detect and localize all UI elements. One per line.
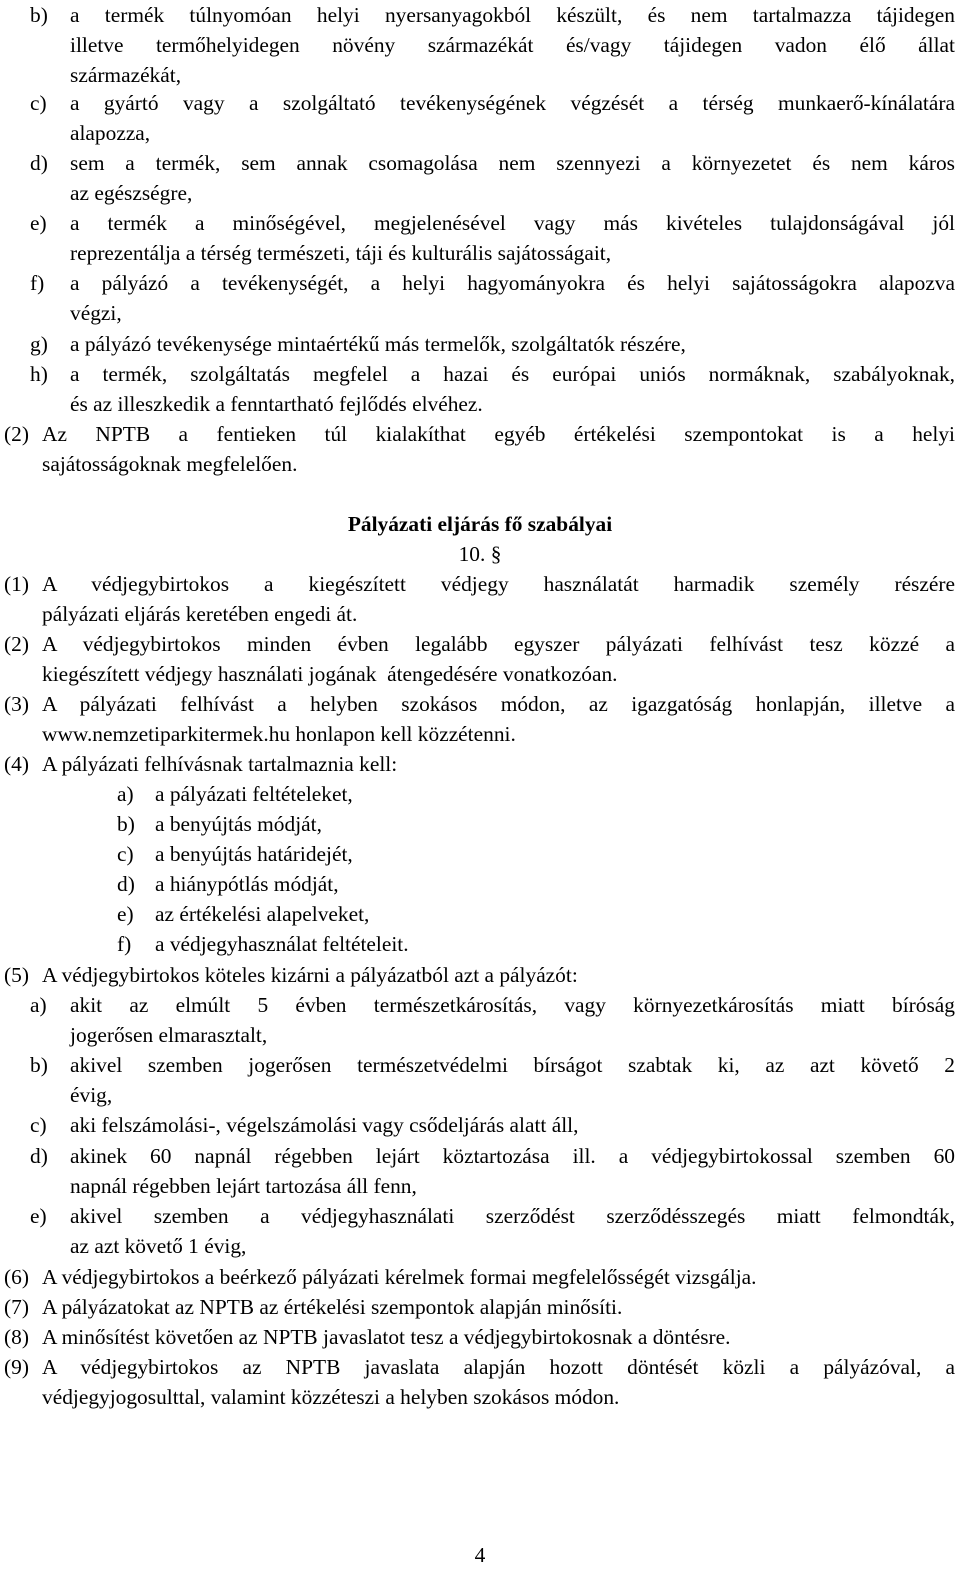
list-marker: g) (30, 332, 48, 356)
list-marker: c) (117, 842, 134, 866)
list-item-text: a termék túlnyomóan helyi nyersanyagokból készült, és nem tartalmazza tájidegen (70, 3, 955, 27)
page-number: 4 (474, 1543, 486, 1567)
list-item-text: a hiánypótlás módját, (155, 872, 339, 896)
paragraph-number: (5) (4, 963, 29, 987)
list-marker: h) (30, 362, 48, 386)
list-marker: c) (30, 1113, 47, 1137)
list-marker: e) (30, 211, 47, 235)
list-marker: a) (30, 993, 47, 1017)
section-number: 10. § (458, 542, 502, 566)
paragraph-number: (2) (4, 632, 29, 656)
list-marker: c) (30, 91, 47, 115)
list-marker: f) (117, 932, 132, 956)
list-item-text: a pályázati feltételeket, (155, 782, 353, 806)
list-item-text: a benyújtás módját, (155, 812, 322, 836)
list-marker: b) (30, 3, 48, 27)
list-marker: a) (117, 782, 134, 806)
document-page: b) a termék túlnyomóan helyi nyersanyagokból készült, és nem tartalmazza tájidegen illetve termőhelyidegen növény származékát és/vagy tájidegen vadon élő állat származékát, c) a gyártó vagy a szolgáltató tevékenységének végzését a térség munkaerő-kínálatára alapozza, d) sem a termék, sem annak csomagolása nem szennyezi a környezetet és nem káros az egészségre, e) a termék a minőségével, megjelenésével vagy más kivételes tulajdonságával jól reprezentálja a térség természeti, táji és kulturális sajátosságait, f) a pályázó a tevékenységét, a helyi hagyományokra és helyi sajátosságokra alapozva végzi, g) a pályázó tevékenysége mintaértékű más termelők, szolgáltatók részére, h) a termék, szolgáltatás megfelel a hazai és európai uniós normáknak, szabályoknak, és az illeszkedik a fenntartható fejlődés elvéhez. (2) Az NPTB a fentieken túl kialakíthat egyéb értékelési szempontokat is a helyi sajátosságoknak megfelelően. Pályázati eljárás fő szabályai 10. § (1) A védjegybirtokos a kiegészített védjegy használatát harmadik személy részére pályázati eljárás keretében engedi át. (2) A védjegybirtokos minden évben legalább egyszer pályázati felhívást tesz közzé a kiegészített védjegy használati jogának átengedésére vonatkozóan. (3) A pályázati felhívást a helyben szokásos módon, az igazgatóság honlapján, illetve a www.nemzetiparkitermek.hu honlapon kell közzétenni. (4) A pályázati felhívásnak tartalmaznia kell: a) a pályázati feltételeket, b) a benyújtás módját, c) a benyújtás határidejét, d) a hiánypótlás módját, e) az értékelési alapelveket, f) a védjegyhasználat feltételeit. (5) A védjegybirtokos köteles kizárni a pályázatból azt a pályázót: a) akit az elmúlt 5 évben természetkárosítás, vagy környezetkárosítás miatt bíróság jogerősen elmarasztalt, b) akivel szemben jogerősen természetvédelmi bírságot szabtak ki, az azt követő 2 évig, c) aki felszámolási-, végelszámolási vagy csődeljárás alatt áll, d) akinek 60 napnál régebben lejárt köztartozása ill. a védjegybirtokossal szemben 60 napnál régebben lejárt tartozása áll fenn, e) akivel szemben a védjegyhasználati szerződést szerződésszegés miatt felmondták, az azt követő 1 évig, (6) A védjegybirtokos a beérkező pályázati kérelmek formai megfelelősségét vizsgálja. (7) A pályázatokat az NPTB az értékelési szempontok alapján minősíti. (8) A minősítést követően az NPTB javaslatot tesz a védjegybirtokosnak a döntésre. (9) A védjegybirtokos az NPTB javaslata alapján hozott döntését közli a pályázóval, a védjegyjogosulttal, valamint közzéteszi a helyben szokásos módon. 4 (0, 0, 960, 1575)
paragraph-number: (6) (4, 1265, 29, 1289)
list-marker: e) (117, 902, 134, 926)
paragraph-number: (7) (4, 1295, 29, 1319)
section-title: Pályázati eljárás fő szabályai (347, 512, 613, 536)
paragraph-number: (9) (4, 1355, 29, 1379)
list-marker: e) (30, 1204, 47, 1228)
paragraph-number: (3) (4, 692, 29, 716)
list-marker: b) (30, 1053, 48, 1077)
list-marker: d) (30, 1144, 48, 1168)
paragraph-number: (4) (4, 752, 29, 776)
list-item-text: a benyújtás határidejét, (155, 842, 353, 866)
paragraph-number: (8) (4, 1325, 29, 1349)
paragraph-number: (2) (4, 422, 29, 446)
list-item-text: a védjegyhasználat feltételeit. (155, 932, 409, 956)
list-marker: d) (30, 151, 48, 175)
list-marker: b) (117, 812, 135, 836)
list-marker: f) (30, 271, 45, 295)
list-marker: d) (117, 872, 135, 896)
paragraph-number: (1) (4, 572, 29, 596)
list-item-text: az értékelési alapelveket, (155, 902, 370, 926)
